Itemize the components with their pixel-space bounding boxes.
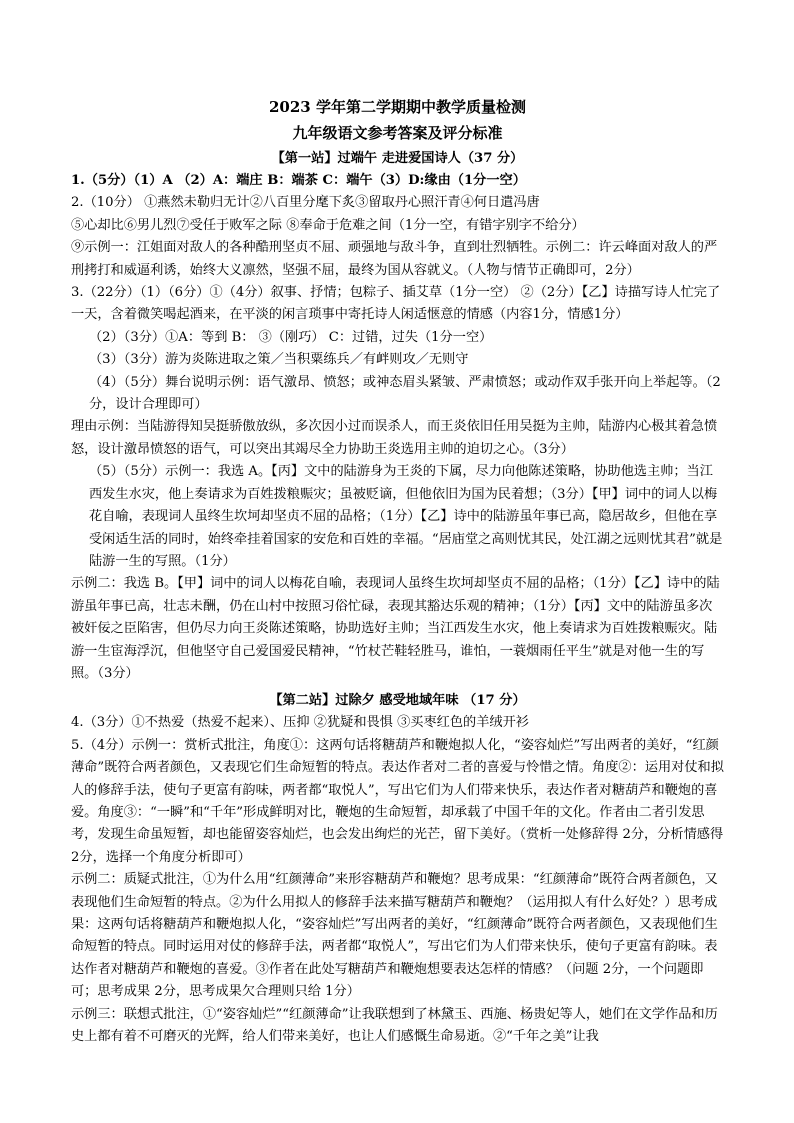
answer-q5-example2: 示例二：质疑式批注，①为什么用“红颜薄命”来形容糖葫芦和鞭炮？思考成果：“红颜薄命”既符合两者颜色，又表现他们生命短暂的特点。②为什么用拟人的修辞手法来描写糖葫芦和鞭炮？（运用拟人有什么好处？）思考成果：这两句话将糖葫芦和鞭炮拟人化，“姿容灿烂”写出两者的美好，“红颜薄命”既符合两者颜色，又表现他们生命短暂的特点。同时运用对仗的修辞手法，两者都“取悦人”，写出它们为人们带来快乐，使句子更富有韵味。表达作者对糖葫芦和鞭炮的喜爱。③作者在此处写糖葫芦和鞭炮想要表达怎样的情感？（问题 2分，一个问题即可；思考成果 2分，思考成果欠合理则只给 1分） — [71, 872, 718, 1000]
answer-q2-line2: ⑤心却比⑥男儿烈⑦受任于败军之际 ⑧奉命于危难之间（1分一空，有错字别字不给分） — [71, 217, 585, 233]
section-heading-1: 【第一站】过端午 走进爱国诗人（37 分） — [271, 151, 524, 166]
answer-q2-line3: ⑨示例一：江姐面对敌人的各种酷刑坚贞不屈、顽强地与敌斗争，直到壮烈牺牲。示例二：许云峰面对敌人的严刑拷打和威逼利诱，始终大义凛然，坚强不屈，最终为国从容就义。（人物与情节正确即可，2分） — [71, 240, 718, 278]
answer-q5-example3: 示例三：联想式批注，①“姿容灿烂”“红颜薄命”让我联想到了林黛玉、西施、杨贵妃等人，她们在文学作品和历史上都有着不可磨灭的光辉，给人们带来美好，也让人们感慨生命易逝。②“千年之美”让我 — [71, 1006, 718, 1045]
page-title: 2023 学年第二学期期中教学质量检测 — [269, 98, 526, 116]
answer-q3-part5-example2: 示例二：我选 B。【甲】词中的词人以梅花自喻，表现词人虽终生坎坷却坚贞不屈的品格；（1分）【乙】诗中的陆游虽年事已高，壮志未酬，仍在山村中按照习俗忙碌，表现其豁达乐观的精神；（1分）【丙】文中的陆游虽多次被奸佞之臣陷害，但仍尽力向王炎陈述策略，协助选好主帅；当江西发生水灾，他上奏请求为百姓拨粮赈灾。陆游一生宦海浮沉，但他坚守自己爱国爱民精神，“竹杖芒鞋轻胜马，谁怕，一蓑烟雨任平生”就是对他一生的写照。（3分） — [71, 576, 720, 681]
answer-q3-part4: （4）（5分）舞台说明示例：语气激昂、愤怒；或神态眉头紧皱、严肃愤怒；或动作双手张开向上举起等。（2分，设计合理即可） — [89, 374, 721, 413]
page-subtitle: 九年级语文参考答案及评分标准 — [292, 124, 503, 142]
answer-q3-reason: 理由示例：当陆游得知吴挺骄傲放纵，多次因小过而误杀人，而王炎依旧任用吴挺为主帅，陆游内心极其着急愤怒，设计激昂愤怒的语气，可以突出其竭尽全力协助王炎选用主帅的迫切之心。（3分） — [71, 419, 718, 457]
answer-q2-line1: 2.（10分） ①燕然未勒归无计②八百里分麾下炙③留取丹心照汗青④何日遣冯唐 — [71, 195, 540, 211]
answer-q5-example1: 5.（4分）示例一：赏析式批注，角度①：这两句话将糖葫芦和鞭炮拟人化，“姿容灿烂”写出两者的美好，“红颜薄命”既符合两者颜色，又表现它们生命短暂的特点。表达作者对二者的喜爱与怜惜之情。角度②：运用对仗和拟人的修辞手法，使句子更富有韵味，两者都“取悦人”，写出它们为人们带来快乐，表达作者对糖葫芦和鞭炮的喜爱。角度③：“一瞬”和“千年”形成鲜明对比，鞭炮的生命短暂，却承载了中国千年的文化。作者由二者引发思考，发现生命虽短暂，却也能留姿容灿烂，也会发出绚烂的光芒，留下美好。（赏析一处修辞得 2分，分析情感得 2分，选择一个角度分析即可） — [71, 737, 724, 865]
answer-q3-part2: （2）（3分）①A：等到 B： ③（刚巧） C：过错，过失（1分一空） — [89, 329, 493, 345]
answer-q1: 1.（5分）（1）A （2）A：端庄 B：端茶 C：端午（3）D:缘由（1分一空） — [71, 173, 526, 188]
answer-q3-part1: 3.（22分）（1）（6分）①（4分）叙事、抒情；包粽子、插艾草（1分一空） ②（2分）【乙】诗描写诗人忙完了一天，含着微笑喝起酒来，在平淡的闲言琐事中寄托诗人闲适惬意的情感（内容1分，情感1分） — [71, 285, 721, 323]
answer-q3-part5-example1: （5）（5分）示例一：我选 A。【丙】文中的陆游身为王炎的下属，尽力向他陈述策略，协助他选主帅；当江西发生水灾，他上奏请求为百姓拨粮赈灾；虽被贬谪，但他依旧为国为民着想；（3分）【甲】词中的词人以梅花自喻，表现词人虽终生坎坷却坚贞不屈的品格；（1分）【乙】诗中的陆游虽年事已高，隐居故乡，但他在享受闲适生活的同时，始终牵挂着国家的安危和百姓的幸福。“居庙堂之高则忧其民，处江湖之远则忧其君”就是陆游一生的写照。（1分） — [89, 464, 723, 569]
answer-q3-part3: （3）（3分）游为炎陈进取之策／当积粟练兵／有衅则攻／无则守 — [89, 352, 469, 368]
answer-q4: 4.（3分）①不热爱（热爱不起来）、压抑 ②犹疑和畏惧 ③买枣红色的羊绒开衫 — [71, 715, 529, 731]
answer-document — [71, 98, 724, 1048]
section-heading-2: 【第二站】过除夕 感受地域年味 （17 分） — [269, 693, 526, 709]
